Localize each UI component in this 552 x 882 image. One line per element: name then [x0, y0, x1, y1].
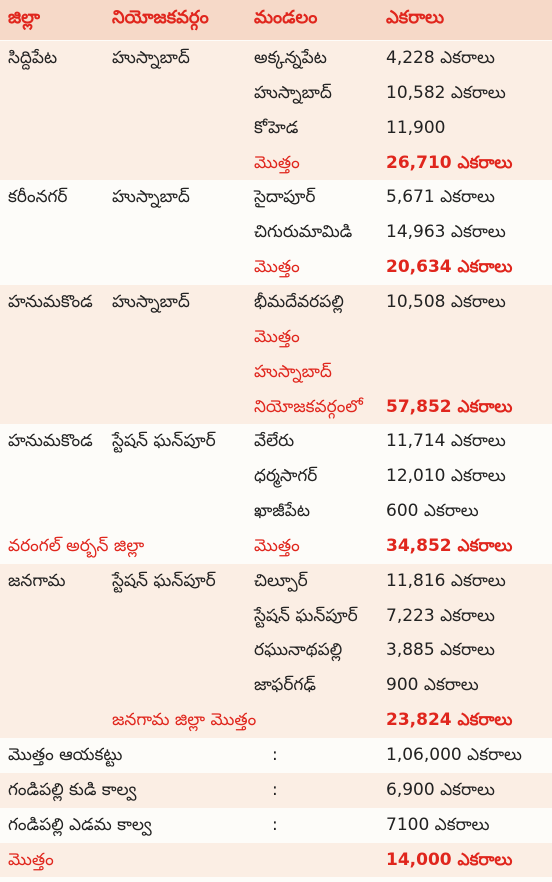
- cell-acres: 5,671 ఎకరాలు: [386, 187, 495, 208]
- cell-acres: 20,634 ఎకరాలు: [386, 257, 513, 278]
- cell-district: మొత్తం ఆయకట్టు: [8, 745, 123, 765]
- cell-acres: 7100 ఎకరాలు: [386, 814, 490, 835]
- cell-mandal: కోహెడ: [254, 117, 299, 138]
- cell-mandal: జాఫర్‌గఢ్: [254, 675, 316, 696]
- cell-constituency: స్టేషన్ ఘన్‌పూర్: [112, 431, 216, 452]
- cell-acres: 7,223 ఎకరాలు: [386, 605, 495, 626]
- cell-district: వరంగల్ అర్బన్ జిల్లా: [8, 535, 145, 556]
- cell-mandal: చిల్పూర్: [254, 570, 308, 591]
- cell-constituency: జనగామ జిల్లా మొత్తం: [112, 710, 257, 731]
- cell-mandal: వేలేరు: [254, 431, 295, 452]
- cell-mandal: :: [272, 779, 278, 800]
- cell-mandal: ఖాజీపేట: [254, 501, 310, 522]
- cell-district: హనుమకొండ: [8, 291, 93, 312]
- cell-acres: 900 ఎకరాలు: [386, 675, 479, 696]
- cell-acres: 11,900: [386, 117, 446, 138]
- cell-mandal: భీమదేవరపల్లి: [254, 291, 344, 312]
- cell-mandal: అక్కన్నపేట: [254, 48, 327, 68]
- header-mandal: మండలం: [254, 7, 318, 28]
- cell-acres: 6,900 ఎకరాలు: [386, 779, 495, 800]
- cell-mandal: :: [272, 745, 278, 765]
- cell-constituency: హుస్నాబాద్: [112, 187, 190, 208]
- cell-mandal: మొత్తం: [254, 535, 300, 556]
- cell-mandal: మొత్తం: [254, 257, 300, 278]
- cell-district: గండిపల్లి ఎడమ కాల్వ: [8, 814, 152, 835]
- cell-mandal: హుస్నాబాద్: [254, 361, 332, 382]
- cell-mandal: చిగురుమామిడి: [254, 222, 353, 243]
- cell-district: కరీంనగర్: [8, 187, 68, 208]
- cell-acres: 11,816 ఎకరాలు: [386, 570, 506, 591]
- cell-district: గండిపల్లి కుడి కాల్వ: [8, 779, 137, 800]
- cell-district: మొత్తం: [8, 849, 54, 870]
- cell-acres: 23,824 ఎకరాలు: [386, 710, 513, 731]
- cell-constituency: హుస్నాబాద్: [112, 291, 190, 312]
- cell-acres: 10,508 ఎకరాలు: [386, 291, 506, 312]
- header-district: జిల్లా: [8, 7, 41, 28]
- cell-mandal: :: [272, 814, 278, 835]
- cell-acres: 3,885 ఎకరాలు: [386, 640, 495, 661]
- cell-mandal: హుస్నాబాద్: [254, 82, 332, 103]
- header-acres: ఎకరాలు: [386, 7, 445, 28]
- cell-constituency: హుస్నాబాద్: [112, 48, 190, 68]
- cell-district: సిద్దిపేట: [8, 48, 58, 68]
- cell-acres: 11,714 ఎకరాలు: [386, 431, 506, 452]
- cell-constituency: స్టేషన్ ఘన్‌పూర్: [112, 570, 216, 591]
- cell-district: హనుమకొండ: [8, 431, 93, 452]
- cell-mandal: ధర్మసాగర్: [254, 466, 318, 487]
- cell-mandal: స్టేషన్ ఘన్‌పూర్: [254, 605, 358, 626]
- cell-mandal: సైదాపూర్: [254, 187, 316, 208]
- cell-acres: 600 ఎకరాలు: [386, 501, 479, 522]
- cell-acres: 4,228 ఎకరాలు: [386, 48, 495, 68]
- cell-mandal: నియోజకవర్గంలో: [254, 396, 363, 417]
- cell-acres: 1,06,000 ఎకరాలు: [386, 745, 522, 765]
- cell-district: జనగామ: [8, 570, 66, 591]
- cell-acres: 34,852 ఎకరాలు: [386, 535, 513, 556]
- header-constituency: నియోజకవర్గం: [112, 7, 209, 28]
- table-header: [0, 0, 552, 40]
- cell-mandal: మొత్తం: [254, 326, 300, 347]
- cell-acres: 14,000 ఎకరాలు: [386, 849, 513, 870]
- cell-mandal: రఘునాథపల్లి: [254, 640, 343, 661]
- cell-acres: 14,963 ఎకరాలు: [386, 222, 506, 243]
- cell-acres: 26,710 ఎకరాలు: [386, 152, 513, 173]
- cell-acres: 57,852 ఎకరాలు: [386, 396, 513, 417]
- cell-acres: 10,582 ఎకరాలు: [386, 82, 506, 103]
- cell-mandal: మొత్తం: [254, 152, 300, 173]
- cell-acres: 12,010 ఎకరాలు: [386, 466, 506, 487]
